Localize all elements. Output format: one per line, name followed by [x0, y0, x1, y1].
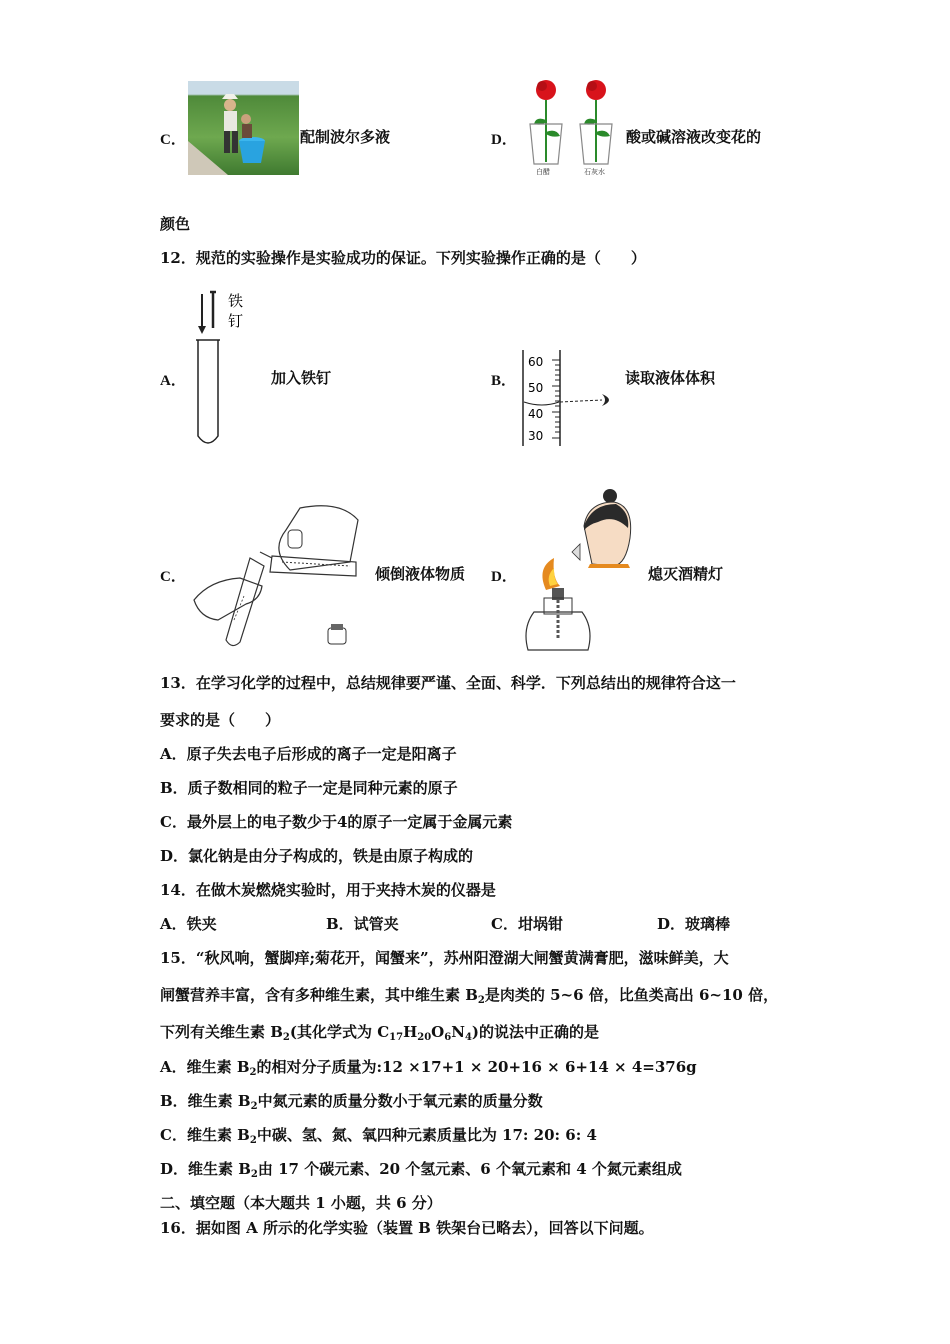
farm-worker-illustration [188, 81, 299, 175]
nail-label-2: 钉 [228, 312, 244, 330]
rose-left-icon [530, 80, 562, 164]
q11-option-d-letter: D． [491, 132, 517, 148]
q15-option-a: A．维生素 $B_2$的相对分子质量为:12 ×17+1 × 20+16 × 6+14 × 4=376g [160, 1058, 697, 1078]
q13-stem-line2: 要求的是（ ） [160, 711, 281, 729]
q14-option-b: B．试管夹 [326, 915, 399, 933]
q16-stem: 16．据如图 A 所示的化学实验（装置 B 铁架台已略去），回答以下问题。 [160, 1219, 654, 1237]
q15-option-b: B．维生素 $B_2$中氮元素的质量分数小于氧元素的质量分数 [160, 1092, 543, 1112]
q14-option-c: C．坩埚钳 [491, 915, 563, 933]
q11-option-c-text: 配制波尔多液 [300, 128, 391, 146]
q12-stem: 12．规范的实验操作是实验成功的保证。下列实验操作正确的是（ ） [160, 249, 646, 267]
test-tube-nail-illustration [192, 288, 252, 448]
q11-option-c-letter: C． [160, 132, 186, 148]
q12-option-d-letter: D． [491, 569, 517, 585]
section-2-heading: 二、填空题（本大题共 1 小题，共 6 分） [160, 1194, 442, 1212]
q13-option-d: D．氯化钠是由分子构成的，铁是由原子构成的 [160, 847, 474, 865]
cylinder-tick-60: 60 [528, 355, 544, 369]
q12-option-b-letter: B． [491, 373, 517, 389]
eye-icon [602, 394, 609, 406]
q12-option-a-text: 加入铁钉 [271, 369, 332, 387]
graduated-cylinder-illustration [520, 348, 630, 448]
q15-stem-line1: 15．“秋风响，蟹脚痒;菊花开，闻蟹来”，苏州阳澄湖大闸蟹黄满膏肥，滋味鲜美，大 [160, 949, 729, 967]
pouring-liquid-illustration [190, 500, 365, 650]
jar-right-label: 石灰水 [584, 168, 605, 176]
q12-option-d-text: 熄灭酒精灯 [648, 565, 724, 583]
q12-option-c-text: 倾倒液体物质 [375, 565, 466, 583]
q11-option-c-photo [188, 81, 299, 175]
q11-rose-jars-illustration [522, 76, 622, 176]
alcohol-lamp-illustration [518, 488, 638, 653]
q15-stem-line2: 闸蟹营养丰富，含有多种维生素，其中维生素 $B_2$是肉类的 5~6 倍，比鱼类高出 6~10 倍， [160, 986, 779, 1006]
q13-stem-line1: 13．在学习化学的过程中，总结规律要严谨、全面、科学．下列总结出的规律符合这一 [160, 674, 736, 692]
nail-label-1: 铁 [228, 292, 244, 310]
q13-option-c: C．最外层上的电子数少于4的原子一定属于金属元素 [160, 813, 513, 831]
cylinder-tick-40: 40 [528, 407, 544, 421]
q15-stem-line3: 下列有关维生素 $B_2$(其化学式为 $C_{17}H_{20}O_6N_4$)的说法中正确的是 [160, 1023, 600, 1043]
q12-option-c-letter: C． [160, 569, 186, 585]
q13-option-b: B．质子数相同的粒子一定是同种元素的原子 [160, 779, 458, 797]
q11-option-d-text-cont: 颜色 [160, 215, 191, 233]
q14-option-a: A．铁夹 [160, 915, 217, 933]
q14-option-d: D．玻璃棒 [657, 915, 731, 933]
cylinder-tick-50: 50 [528, 381, 544, 395]
cylinder-tick-30: 30 [528, 429, 544, 443]
q12-option-a-letter: A． [160, 373, 186, 389]
q12-option-b-text: 读取液体体积 [625, 369, 716, 387]
q11-option-d-text: 酸或碱溶液改变花的 [626, 128, 762, 146]
q15-option-c: C．维生素 $B_2$中碳、氢、氮、氧四种元素质量比为 17: 20: 6: 4 [160, 1126, 597, 1146]
q15-option-d: D．维生素 $B_2$由 17 个碳元素、20 个氢元素、6 个氧元素和 4 个氮元素组成 [160, 1160, 682, 1180]
jar-left-label: 白醋 [536, 168, 550, 176]
q13-option-a: A．原子失去电子后形成的离子一定是阳离子 [160, 745, 457, 763]
rose-right-icon [580, 80, 612, 164]
q14-stem: 14．在做木炭燃烧实验时，用于夹持木炭的仪器是 [160, 881, 496, 899]
